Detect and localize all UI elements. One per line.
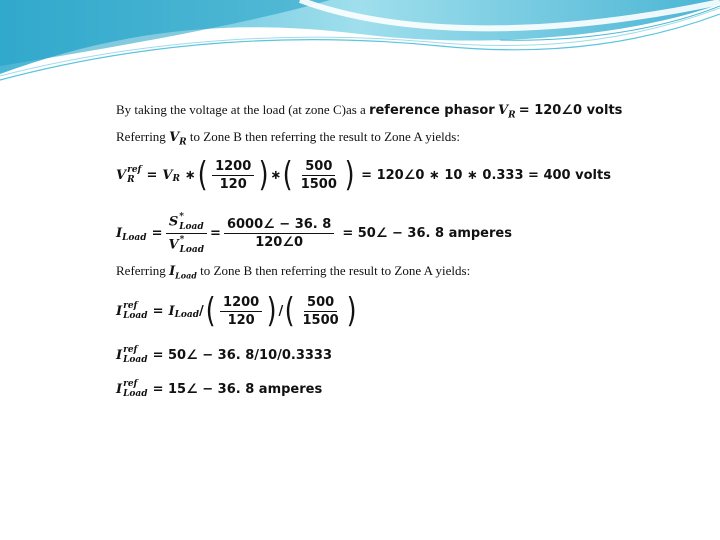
line2-symbol-sub: R [179, 137, 187, 148]
eq5-lhs-symbol: I [116, 381, 123, 397]
eq2-frac2-den: 120∠0 [255, 235, 304, 250]
eq1-lhs-supsub [127, 165, 141, 185]
eq3-equals: = [152, 303, 164, 319]
eq5-lhs-sub: Load [123, 389, 148, 399]
eq2-equals-2: = [210, 226, 221, 241]
eq1-frac2-den: 1500 [300, 176, 337, 192]
line1-symbol: V [497, 103, 509, 118]
eq4-lhs-supsub [123, 345, 147, 365]
text-referring-vr [116, 129, 460, 148]
eq3-frac2-den: 1500 [302, 312, 339, 328]
eq2-equals: = [151, 226, 163, 241]
eq1-frac2-num: 500 [302, 159, 335, 176]
eq3-lhs-supsub [123, 301, 147, 321]
eq3-slash-1: / [199, 303, 204, 319]
line3-prefix: Referring [116, 263, 166, 278]
line3-suffix: to Zone B then referring the result to Zone A yields: [200, 263, 471, 278]
line2-symbol: V [169, 130, 180, 145]
line2-suffix: to Zone B then referring the result to Zone A yields: [189, 129, 460, 144]
eq2-frac1-num-sup: * [179, 212, 184, 222]
line1-symbol-sub: R [508, 110, 516, 121]
line3-symbol-sub: Load [175, 270, 197, 281]
line1-bold: reference phasor [369, 103, 495, 118]
eq2-frac1-den-sup: * [179, 235, 185, 245]
eq3-rhs-sub: Load [174, 310, 200, 320]
eq1-lhs-sup: ref [127, 165, 142, 175]
equation-i-load-ref: I ref Load = I Load / ( $\frac{1200}{120}$ ) / ( $\frac{500}{1500}$ ) [116, 291, 357, 331]
eq1-result: = 120∠0 ∗ 10 ∗ 0.333 = 400 volts [361, 167, 611, 183]
equation-i-load-ref-step [116, 345, 332, 365]
eq2-result: = 50∠ − 36. 8 amperes [342, 226, 512, 241]
eq1-times-1: ∗ [184, 167, 196, 183]
eq4-lhs-sup: ref [123, 345, 138, 355]
eq1-times-2: ∗ [270, 167, 282, 183]
eq1-rhs-sub: R [172, 174, 180, 184]
eq4-rhs: = 50∠ − 36. 8/10/0.3333 [152, 347, 333, 363]
equation-i-load-ref-result [116, 379, 322, 399]
eq2-frac1-num [166, 212, 207, 234]
line1-prefix: By taking the voltage at the load (at zone C)as a [116, 102, 366, 117]
line3-symbol: I [169, 264, 176, 279]
eq3-lhs-sup: ref [123, 301, 138, 311]
eq2-fraction-1 [165, 212, 207, 255]
eq2-fraction-2 [224, 217, 334, 250]
eq1-fraction-1 [212, 159, 254, 192]
eq2-frac2-num: 6000∠ − 36. 8 [224, 217, 334, 234]
eq1-lhs-symbol: V [116, 167, 127, 183]
eq5-lhs-supsub [123, 379, 147, 399]
eq5-lhs-sup: ref [123, 379, 138, 389]
eq3-frac2-num: 500 [304, 295, 337, 312]
eq5-rhs: = 15∠ − 36. 8 amperes [152, 381, 323, 397]
line2-prefix: Referring [116, 129, 166, 144]
eq1-equals: = [146, 167, 158, 183]
eq1-rhs-symbol: V [162, 167, 173, 183]
eq2-lhs-symbol: I [116, 226, 123, 241]
eq2-frac1-num-symbol: S [168, 214, 179, 230]
eq2-frac1-den-sub: Load [179, 245, 205, 255]
equation-i-load [116, 212, 512, 255]
eq1-frac1-den: 120 [219, 176, 247, 192]
text-reference-phasor [116, 102, 622, 121]
eq3-rhs-symbol: I [168, 303, 175, 319]
equation-vr-ref: V ref R = V R ∗ ( $\frac{1200}{120}$ ) ∗ ( $\frac{500}{1500}$ ) = 120∠0 ∗ 10 ∗ 0.333 = 400 volts [116, 155, 611, 195]
eq1-frac1-num: 1200 [212, 159, 254, 176]
eq3-lhs-sub: Load [123, 311, 148, 321]
eq3-lhs-symbol: I [116, 303, 123, 319]
eq2-frac1-den-symbol: V [168, 237, 179, 253]
eq3-frac1-num: 1200 [220, 295, 262, 312]
wave-header-decoration [0, 0, 720, 90]
eq2-frac1-den [165, 234, 207, 255]
eq2-frac1-num-sub: Load [179, 222, 204, 232]
eq1-fraction-2 [298, 159, 340, 192]
eq4-lhs-sub: Load [123, 355, 148, 365]
text-referring-iload [116, 263, 470, 281]
eq1-lhs-sub: R [127, 175, 135, 185]
eq2-lhs-sub: Load [122, 232, 147, 243]
eq3-fraction-2 [300, 295, 342, 328]
eq3-frac1-den: 120 [227, 312, 255, 328]
eq3-slash-2: / [278, 303, 284, 319]
eq3-fraction-1 [220, 295, 262, 328]
line1-value: = 120∠0 volts [518, 103, 623, 118]
eq4-lhs-symbol: I [116, 347, 123, 363]
